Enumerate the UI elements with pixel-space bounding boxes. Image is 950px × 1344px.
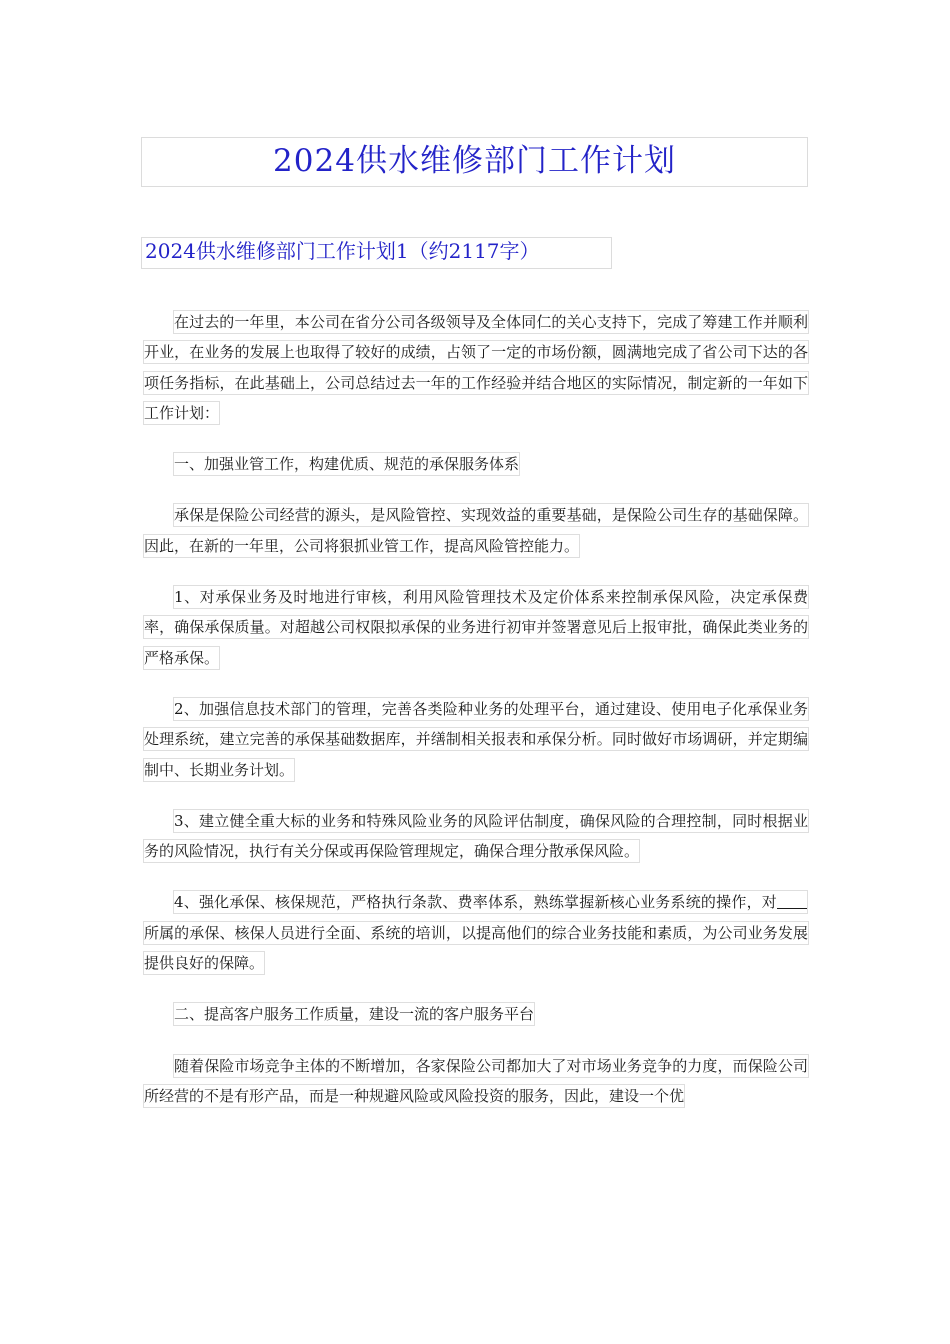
blank-underline bbox=[777, 893, 807, 909]
paragraph-text: 承保是保险公司经营的源头，是风险管控、实现效益的重要基础，是保险公司生存的基础保障。因此，在新的一年里，公司将狠抓业管工作，提高风险管控能力。 bbox=[143, 503, 809, 557]
paragraph-text: 在过去的一年里，本公司在省分公司各级领导及全体同仁的关心支持下，完成了筹建工作并顺利开业，在业务的发展上也取得了较好的成绩，占领了一定的市场份额，圆满地完成了省公司下达的各项任务指标，在此基础上，公司总结过去一年的工作经验并结合地区的实际情况，制定新的一年如下工作计划： bbox=[143, 310, 809, 425]
paragraph-text bbox=[143, 890, 809, 975]
paragraph-underwriting bbox=[143, 500, 809, 561]
section-heading-1 bbox=[143, 449, 809, 479]
heading-text: 一、加强业管工作，构建优质、规范的承保服务体系 bbox=[173, 452, 520, 476]
paragraph-item-1 bbox=[143, 582, 809, 673]
paragraph-text: 3、建立健全重大标的业务和特殊风险业务的风险评估制度，确保风险的合理控制，同时根据业务的风险情况，执行有关分保或再保险管理规定，确保合理分散承保风险。 bbox=[143, 809, 809, 863]
paragraph-text-part: 所属的承保、核保人员进行全面、系统的培训，以提高他们的综合业务技能和素质，为公司业务发展提供良好的保障。 bbox=[144, 923, 808, 973]
heading-text: 二、提高客户服务工作质量，建设一流的客户服务平台 bbox=[173, 1002, 535, 1026]
paragraph-customer-service bbox=[143, 1051, 809, 1112]
paragraph-text: 1、对承保业务及时地进行审核，利用风险管理技术及定价体系来控制承保风险，决定承保费率，确保承保质量。对超越公司权限拟承保的业务进行初审并签署意见后上报审批，确保此类业务的严格承保。 bbox=[143, 585, 809, 670]
subtitle-box bbox=[141, 237, 612, 269]
paragraph-item-3 bbox=[143, 806, 809, 867]
section-heading-2 bbox=[143, 999, 809, 1029]
paragraph-text-part: 4、强化承保、核保规范，严格执行条款、费率体系，熟练掌握新核心业务系统的操作，对 bbox=[174, 893, 777, 912]
section-subtitle: 2024供水维修部门工作计划1（约2117字） bbox=[145, 239, 540, 263]
paragraph-text: 2、加强信息技术部门的管理，完善各类险种业务的处理平台，通过建设、使用电子化承保业务处理系统，建立完善的承保基础数据库，并缮制相关报表和承保分析。同时做好市场调研，并定期编制中、长期业务计划。 bbox=[143, 697, 809, 782]
paragraph-intro bbox=[143, 307, 809, 428]
paragraph-item-4 bbox=[143, 887, 809, 978]
paragraph-text: 随着保险市场竞争主体的不断增加，各家保险公司都加大了对市场业务竞争的力度，而保险公司所经营的不是有形产品，而是一种规避风险或风险投资的服务，因此，建设一个优 bbox=[143, 1054, 809, 1108]
document-body bbox=[143, 307, 809, 1132]
paragraph-item-2 bbox=[143, 694, 809, 785]
title-box bbox=[141, 137, 808, 187]
page-title: 2024供水维修部门工作计划 bbox=[273, 143, 676, 179]
